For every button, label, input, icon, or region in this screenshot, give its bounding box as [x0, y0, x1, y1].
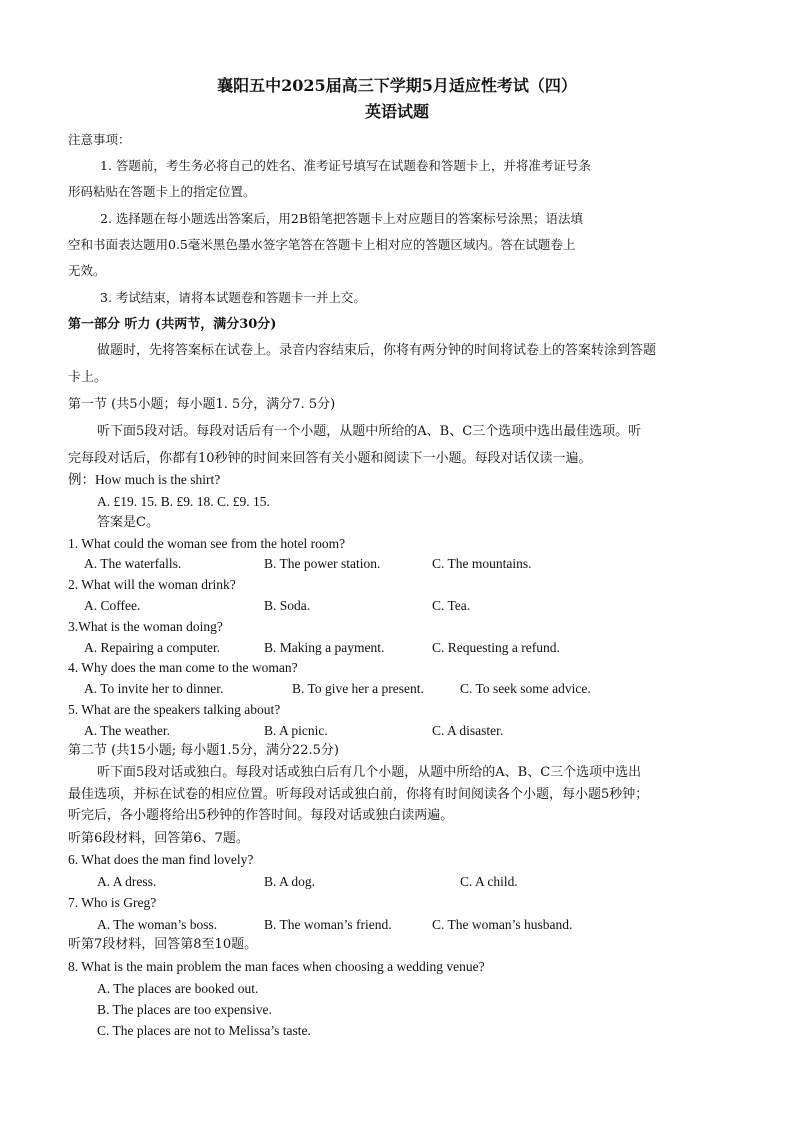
question-4-option-c: C. To seek some advice. [460, 681, 591, 696]
question-6: 6. What does the man find lovely? [68, 852, 254, 867]
part-1-intro-line-2: 卡上。 [68, 370, 108, 385]
section-1-heading: 第一节 (共5小题；每小题1. 5分，满分7. 5分) [68, 397, 336, 412]
part-1-intro-line-1: 做题时，先将答案标在试卷上。录音内容结束后，你将有两分钟的时间将试卷上的答案转涂到答题 [97, 343, 657, 358]
notice-item-2-line-1: 2. 选择题在每小题选出答案后，用2B铅笔把答题卡上对应题目的答案标号涂黑；语法填 [100, 211, 584, 226]
question-8-option-b: B. The places are too expensive. [97, 1002, 272, 1017]
notice-heading: 注意事项： [68, 132, 131, 147]
question-2-option-a: A. Coffee. [84, 598, 141, 613]
section-1-intro-line-2: 完每段对话后，你都有10秒钟的时间来回答有关小题和阅读下一小题。每段对话仅读一遍。 [68, 451, 592, 466]
section-1-intro-line-1: 听下面5段对话。每段对话后有一个小题，从题中所给的A、B、C三个选项中选出最佳选项。听 [97, 424, 642, 439]
question-5-option-b: B. A picnic. [264, 723, 328, 738]
question-6-option-b: B. A dog. [264, 874, 316, 889]
question-3-option-a: A. Repairing a computer. [84, 640, 221, 655]
question-1: 1. What could the woman see from the hotel room? [68, 536, 346, 551]
question-1-option-b: B. The power station. [264, 556, 381, 571]
question-6-option-c: C. A child. [460, 874, 518, 889]
notice-item-1-line-2: 形码粘贴在答题卡上的指定位置。 [68, 184, 256, 199]
question-5-option-c: C. A disaster. [432, 723, 504, 738]
question-1-option-a: A. The waterfalls. [84, 556, 182, 571]
question-5: 5. What are the speakers talking about? [68, 702, 281, 717]
example-answer: 答案是C。 [97, 515, 159, 530]
question-4-option-a: A. To invite her to dinner. [84, 681, 224, 696]
material-6-heading: 听第6段材料，回答第6、7题。 [68, 831, 249, 846]
example-options: A. £19. 15. B. £9. 18. C. £9. 15. [97, 494, 270, 509]
question-2-option-c: C. Tea. [432, 598, 471, 613]
section-2-intro-line-3: 听完后，各小题将给出5秒钟的作答时间。每段对话或独白读两遍。 [68, 808, 454, 823]
question-1-option-c: C. The mountains. [432, 556, 532, 571]
question-8: 8. What is the main problem the man faces when choosing a wedding venue? [68, 959, 485, 974]
notice-item-2-line-3: 无效。 [68, 263, 106, 278]
notice-item-1-line-1: 1. 答题前，考生务必将自己的姓名、准考证号填写在试题卷和答题卡上，并将准考证号条 [100, 158, 591, 173]
question-4-option-b: B. To give her a present. [292, 681, 424, 696]
question-8-option-a: A. The places are booked out. [97, 981, 259, 996]
section-2-heading: 第二节 (共15小题; 每小题1.5分，满分22.5分) [68, 743, 339, 758]
example-question: 例：How much is the shirt? [68, 472, 221, 487]
question-6-option-a: A. A dress. [97, 874, 157, 889]
question-3-option-b: B. Making a payment. [264, 640, 385, 655]
question-4: 4. Why does the man come to the woman? [68, 660, 298, 675]
question-2: 2. What will the woman drink? [68, 577, 236, 592]
question-5-option-a: A. The weather. [84, 723, 170, 738]
question-3-option-c: C. Requesting a refund. [432, 640, 560, 655]
section-2-intro-line-1: 听下面5段对话或独白。每段对话或独白后有几个小题，从题中所给的A、B、C三个选项中选出 [97, 765, 642, 780]
exam-title: 襄阳五中2025届高三下学期5月适应性考试（四） [217, 76, 577, 95]
question-2-option-b: B. Soda. [264, 598, 311, 613]
material-7-heading: 听第7段材料，回答第8至10题。 [68, 937, 258, 952]
notice-item-3: 3. 考试结束，请将本试题卷和答题卡一并上交。 [100, 290, 366, 305]
section-2-intro-line-2: 最佳选项，并标在试卷的相应位置。听每段对话或独白前，你将有时间阅读各个小题，每小题5秒钟； [68, 787, 649, 802]
question-7-option-c: C. The woman’s husband. [432, 917, 573, 932]
part-1-heading: 第一部分 听力 (共两节，满分30分) [68, 317, 277, 332]
notice-item-2-line-2: 空和书面表达题用0.5毫米黑色墨水签字笔答在答题卡上相对应的答题区域内。答在试题卷上 [68, 237, 576, 252]
question-7-option-a: A. The woman’s boss. [97, 917, 218, 932]
question-7-option-b: B. The woman’s friend. [264, 917, 392, 932]
question-7: 7. Who is Greg? [68, 895, 157, 910]
question-3: 3.What is the woman doing? [68, 619, 223, 634]
exam-subtitle: 英语试题 [364, 102, 429, 121]
question-8-option-c: C. The places are not to Melissa’s taste. [97, 1023, 311, 1038]
